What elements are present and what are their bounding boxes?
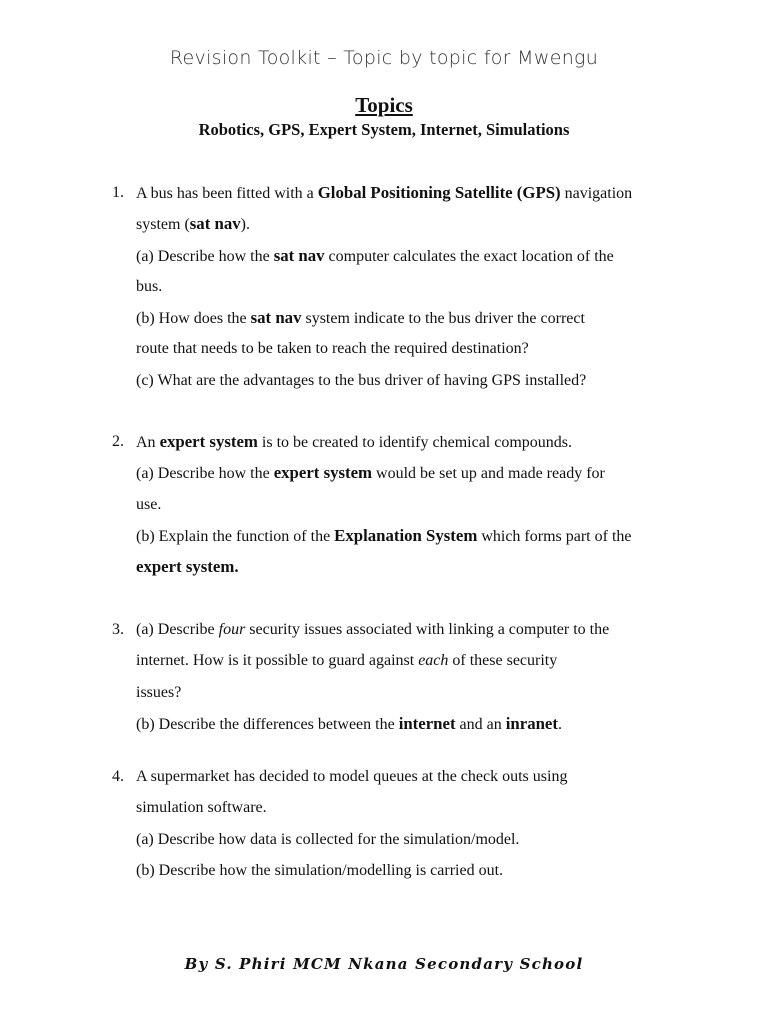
text-segment: of these security xyxy=(448,652,558,670)
text-segment: A bus has been fitted with a xyxy=(136,185,318,202)
bold-term: Explanation System xyxy=(334,525,478,545)
question-line xyxy=(136,645,696,676)
page-footer: By S. Phiri MCM Nkana Secondary School xyxy=(184,955,584,973)
text-segment: (b) Describe the differences between the xyxy=(136,715,399,733)
emphasis-text: four xyxy=(218,621,246,638)
text-segment: (c) What are the advantages to the bus driver of having GPS installed? xyxy=(136,371,587,389)
page-subtitle: Robotics, GPS, Expert System, Internet, Simulations xyxy=(198,120,570,139)
text-segment: An xyxy=(136,434,160,451)
text-segment: would be set up and made ready for xyxy=(372,465,605,483)
question-line xyxy=(136,520,696,551)
text-segment: route that needs to be taken to reach the required destination? xyxy=(136,340,529,358)
text-segment: (a) Describe how the xyxy=(136,465,274,483)
text-segment: which forms part of the xyxy=(477,527,632,545)
text-segment: internet. How is it possible to guard against xyxy=(136,652,419,670)
bold-term: Global Positioning Satellite (GPS) xyxy=(317,183,561,202)
text-segment: system ( xyxy=(136,216,190,234)
question-line xyxy=(136,677,696,708)
question-body xyxy=(136,426,696,582)
question-number: 1. xyxy=(112,184,124,201)
bold-term: sat nav xyxy=(273,245,325,265)
bold-term: inranet xyxy=(505,713,558,733)
text-segment: and an xyxy=(455,715,506,733)
question-line xyxy=(136,489,696,520)
text-segment: . xyxy=(557,715,562,733)
text-segment: ). xyxy=(240,216,250,234)
text-segment: navigation xyxy=(560,185,633,202)
question-line xyxy=(136,824,696,855)
text-segment: bus. xyxy=(136,277,163,295)
question-body xyxy=(136,761,696,886)
text-segment: security issues associated with linking a computer to the xyxy=(245,621,610,638)
question-line xyxy=(136,708,696,739)
question-line xyxy=(136,792,696,823)
question-body xyxy=(136,177,696,396)
text-segment: simulation software. xyxy=(136,799,267,817)
text-segment: (b) Explain the function of the xyxy=(136,527,335,545)
question-line xyxy=(136,333,696,364)
text-segment: (a) Describe xyxy=(136,621,219,638)
text-segment: system indicate to the bus driver the correct xyxy=(301,310,585,328)
bold-term: expert system xyxy=(159,432,258,451)
question-number: 4. xyxy=(112,768,124,785)
bold-term: sat nav xyxy=(250,308,302,328)
question-line xyxy=(136,855,696,886)
text-segment: A supermarket has decided to model queues at the check outs using xyxy=(136,768,568,785)
text-segment: (b) How does the xyxy=(136,310,251,328)
question-line xyxy=(136,614,696,645)
bold-term: expert system. xyxy=(136,557,239,577)
question-line xyxy=(136,457,696,488)
question-line xyxy=(136,761,696,792)
question-line xyxy=(136,271,696,302)
question-number: 3. xyxy=(112,621,124,638)
text-segment: computer calculates the exact location of the xyxy=(324,247,614,265)
bold-term: sat nav xyxy=(189,214,241,234)
question-line xyxy=(136,426,696,457)
question-line xyxy=(136,208,696,239)
question-body xyxy=(136,614,696,739)
text-segment: is to be created to identify chemical compounds. xyxy=(257,434,573,451)
bold-term: expert system xyxy=(273,463,373,483)
question-line xyxy=(136,551,696,582)
text-segment: (a) Describe how the xyxy=(136,247,274,265)
question-line xyxy=(136,365,696,396)
page-title: Topics xyxy=(355,93,413,117)
text-segment: (b) Describe how the simulation/modelling is carried out. xyxy=(136,861,504,879)
text-segment: (a) Describe how data is collected for the simulation/model. xyxy=(136,830,520,848)
question-line xyxy=(136,240,696,271)
text-segment: use. xyxy=(136,495,162,513)
bold-term: internet xyxy=(398,713,456,733)
question-line xyxy=(136,302,696,333)
page-header: Revision Toolkit – Topic by topic for Mwengu xyxy=(169,47,599,69)
text-segment: issues? xyxy=(136,683,182,701)
emphasis-text: each xyxy=(418,652,449,670)
question-line xyxy=(136,177,696,208)
question-number: 2. xyxy=(112,433,124,450)
